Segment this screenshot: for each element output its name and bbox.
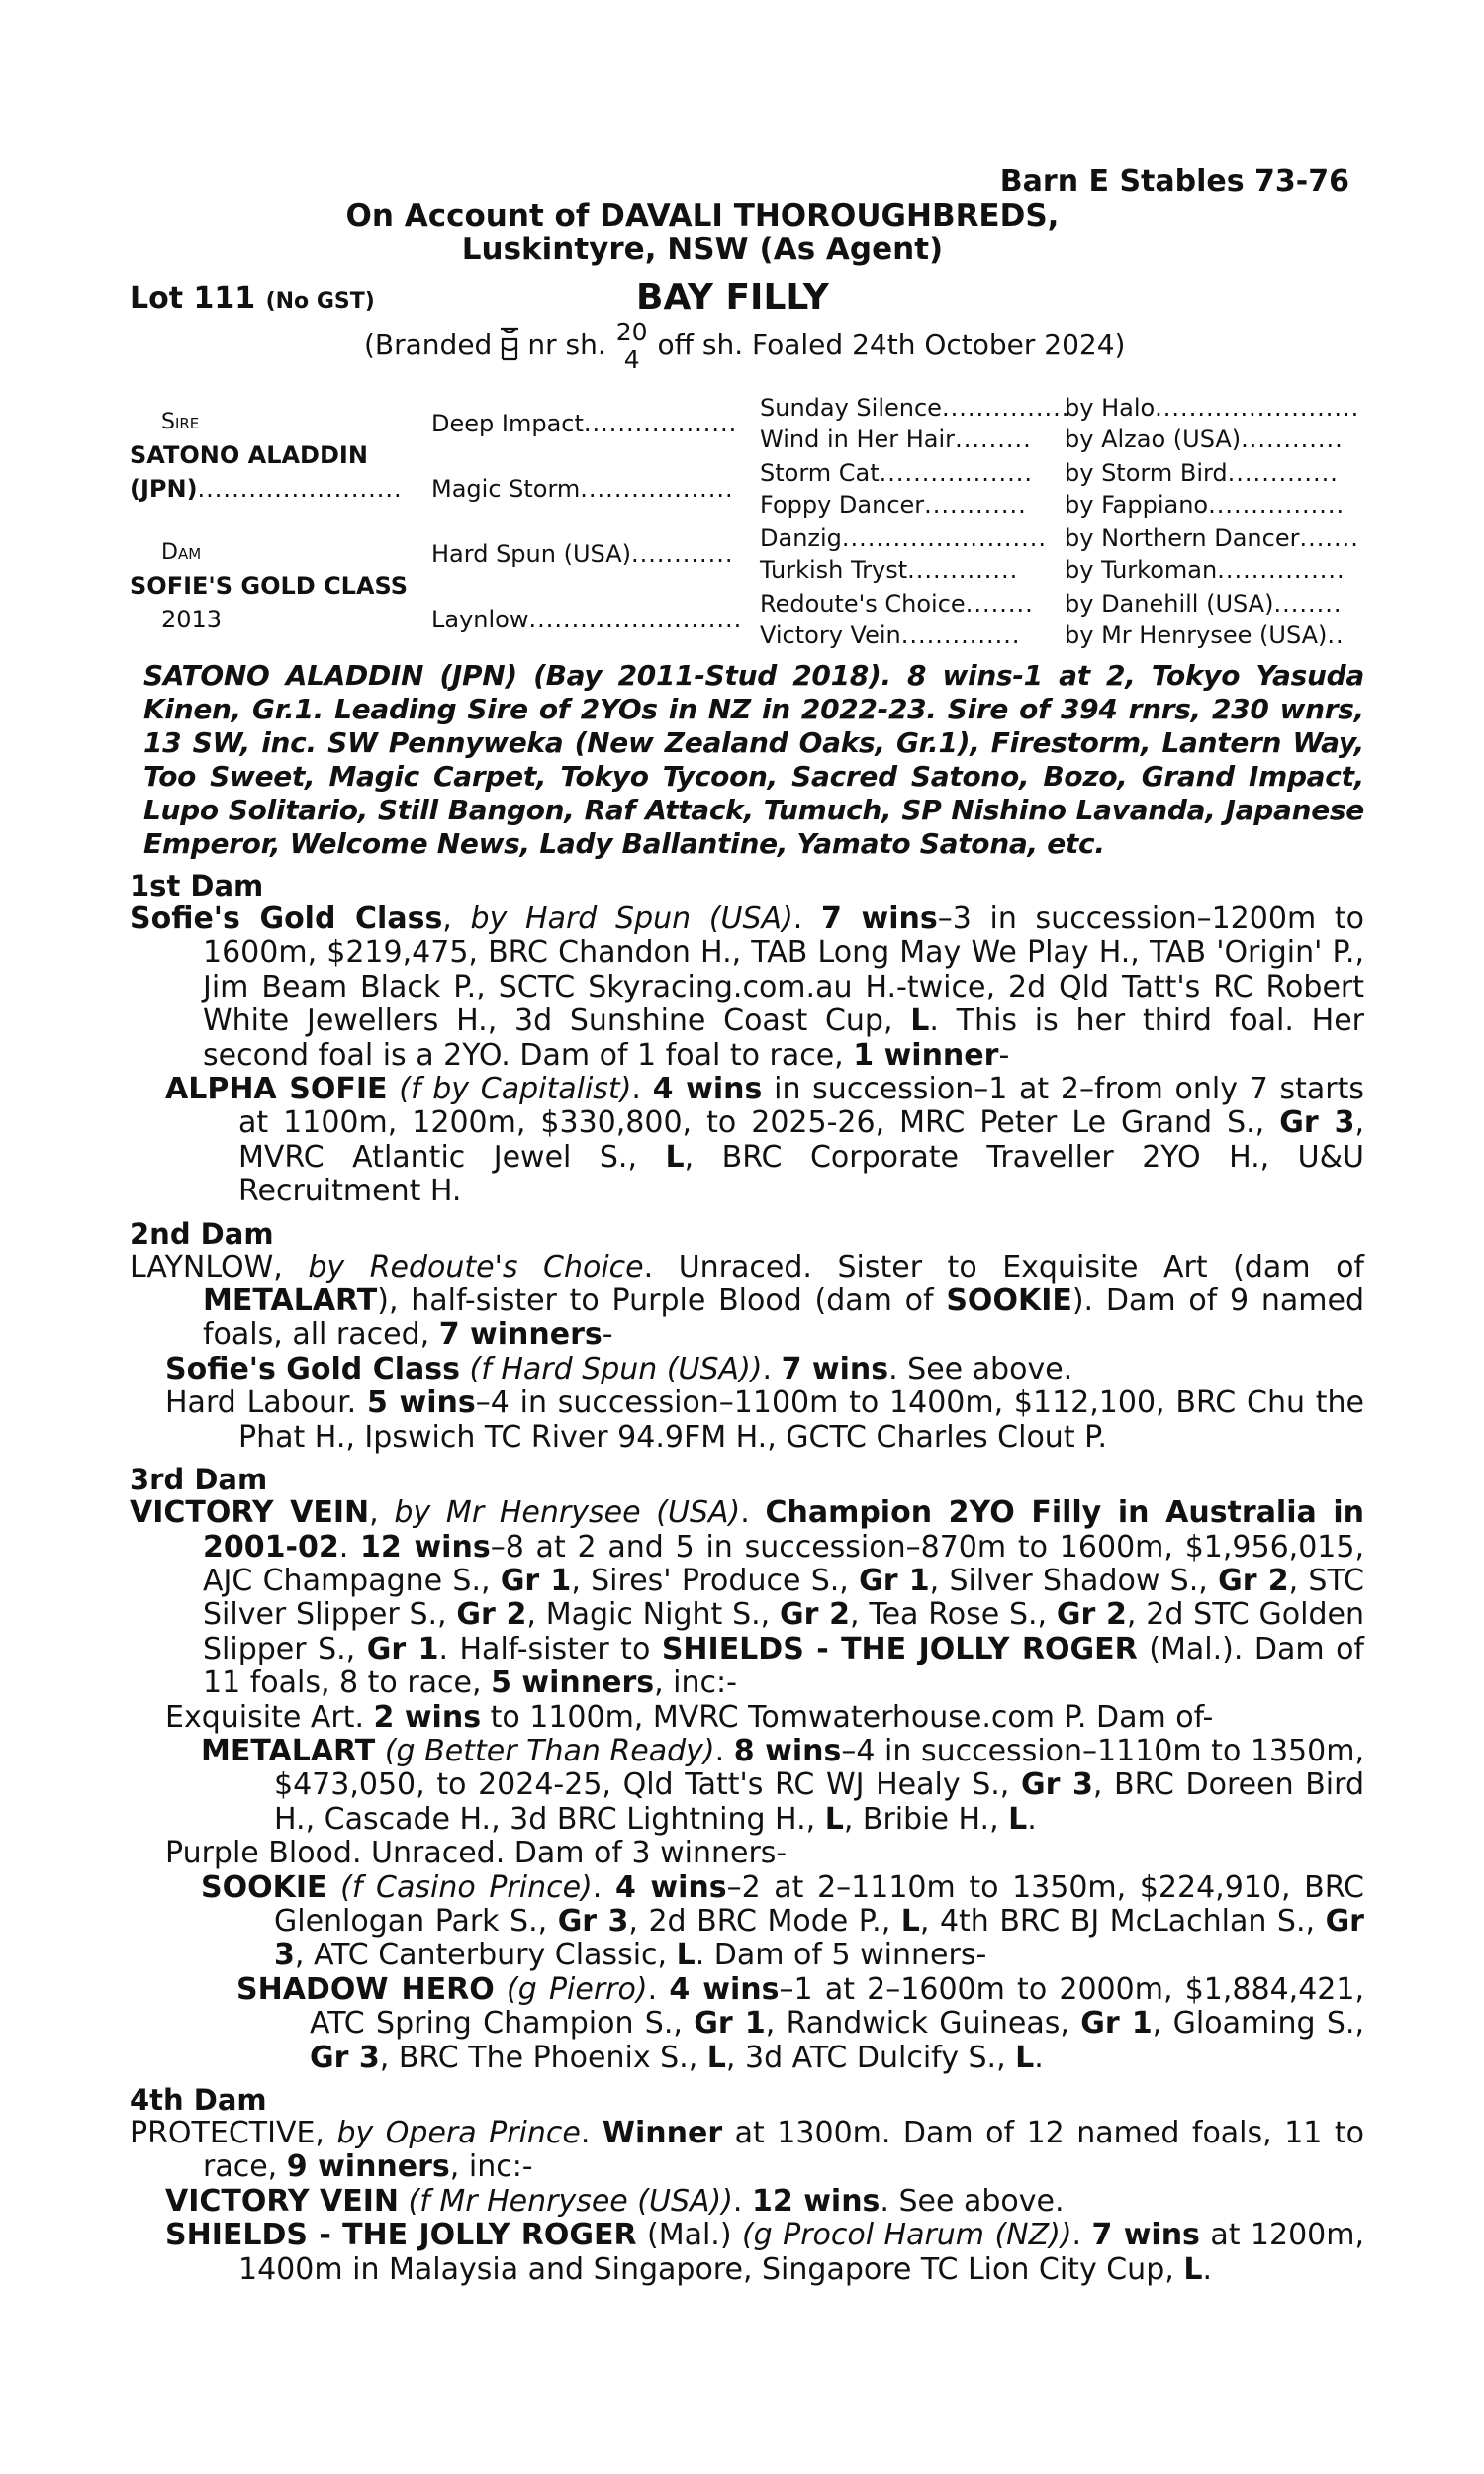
sire-origin: (JPN)........................ bbox=[130, 475, 403, 503]
entry-text-run: ), half-sister to Purple Blood (dam of bbox=[377, 1284, 947, 1319]
entry-text-run: , ATC Canterbury Classic, bbox=[294, 1938, 677, 1973]
entry-text-run: Gr 2 bbox=[1056, 1597, 1127, 1633]
pedigree-g4-8: by Mr Henrysee (USA).. bbox=[1065, 621, 1345, 649]
entry-text-run: 7 wins bbox=[1091, 2218, 1200, 2253]
entry-text-run: 9 winners bbox=[286, 2149, 450, 2185]
entry-text-run: Gr 2 bbox=[1218, 1563, 1289, 1598]
entry-text-run: , Silver Shadow S., bbox=[929, 1563, 1219, 1598]
pedigree-g3-8: Victory Vein.............. bbox=[760, 621, 1021, 649]
entry-text-run: . bbox=[338, 1529, 361, 1565]
entry-text-run: . bbox=[740, 1495, 766, 1531]
entry-text-run: . bbox=[647, 1971, 670, 2007]
entry-text-run: (f by Capitalist) bbox=[399, 1072, 632, 1107]
entry-text-run: 1 winner bbox=[853, 1037, 999, 1073]
sire-name: SATONO ALADDIN bbox=[130, 441, 368, 469]
entry-text-run: . bbox=[762, 1351, 782, 1386]
dam-section bbox=[130, 869, 1364, 1209]
entry-text-run: L bbox=[910, 1003, 930, 1039]
entry-text-run: by Opera Prince bbox=[336, 2116, 581, 2150]
entry-text-run: - bbox=[602, 1317, 613, 1353]
entry-text-run: Hard Labour. bbox=[165, 1385, 367, 1421]
entry-text-run: Gr 3 bbox=[557, 1903, 629, 1939]
entry-text-run: 7 wins bbox=[781, 1351, 889, 1386]
barn-location: Barn E Stables 73-76 bbox=[999, 164, 1349, 199]
entry-text-run: 12 wins bbox=[360, 1529, 491, 1565]
entry-text-run: –1 at 2–1600m to 2000m, $1,884,421, ATC Spring Champion S., bbox=[310, 1971, 1365, 2042]
sire-summary: SATONO ALADDIN (JPN) (Bay 2011-Stud 2018). 8 wins-1 at 2, Tokyo Yasuda Kinen, Gr.1. Leading Sire of 2YOs in NZ in 2022-23. Sire of 394 rnrs, 230 wnrs, 13 SW, inc. SW Pennyweka (New Zealand Oaks, Gr.1), Firestorm, Lantern Way, Too Sweet, Magic Carpet, Tokyo Tycoon, Sacred Satono, Bozo, Grand Impact, Lupo Solitario, Still Bangon, Raf Attack, Tumuch, SP Nishino Lavanda, Japanese Emperor, Welcome News, Lady Ballantine, Yamato Satona, etc. bbox=[143, 659, 1364, 860]
entry-text-run: , Randwick Guineas, bbox=[765, 2006, 1081, 2042]
pedigree-g2-sire-sire: Deep Impact.................. bbox=[431, 410, 738, 437]
entry-text-run: . bbox=[1202, 2251, 1212, 2287]
dam-sections bbox=[130, 869, 1364, 2287]
entry-text-run: , Magic Night S., bbox=[526, 1597, 780, 1633]
entry-text-run: Gr 3 bbox=[1279, 1105, 1355, 1141]
pedigree-g4-2: by Alzao (USA)............ bbox=[1065, 426, 1344, 453]
section-heading: 3rd Dam bbox=[130, 1463, 268, 1497]
entry-text-run: –4 in succession–1110m to 1350m, $473,050, to 2024-25, Qld Tatt's RC WJ Healy S., bbox=[274, 1733, 1364, 1803]
pedigree-entry bbox=[130, 1735, 1364, 1837]
entry-text-run: by Hard Spun (USA) bbox=[470, 902, 793, 936]
entry-text-run: . bbox=[1071, 2218, 1092, 2253]
entry-text-run: Exquisite Art. bbox=[165, 1699, 374, 1735]
pedigree-entry bbox=[130, 1837, 1364, 1870]
entry-text-run: , STC Silver Slipper S., bbox=[203, 1563, 1364, 1633]
brand-number-top: 20 bbox=[615, 318, 648, 346]
entry-text-run: . See above. bbox=[880, 2183, 1065, 2219]
entry-text-run: , 3d ATC Dulcify S., bbox=[725, 2040, 1016, 2075]
entry-text-run: by Mr Henrysee (USA) bbox=[394, 1495, 741, 1531]
pedigree-g3-3: Storm Cat.................. bbox=[760, 459, 1033, 487]
pedigree-entry bbox=[130, 1073, 1364, 1209]
entry-text-run: Gr 1 bbox=[366, 1631, 439, 1666]
pedigree-entry bbox=[130, 1701, 1364, 1735]
entry-text-run: L bbox=[676, 1938, 696, 1973]
vendor-line-2: Luskintyre, NSW (As Agent) bbox=[461, 232, 944, 267]
pedigree-g3-2: Wind in Her Hair......... bbox=[760, 426, 1032, 453]
entry-text-run bbox=[375, 1734, 385, 1768]
entry-text-run: 7 winners bbox=[438, 1317, 603, 1353]
entry-text-run: 8 wins bbox=[733, 1733, 842, 1768]
entry-text-run bbox=[495, 1972, 507, 2007]
entry-text-run: , 2d STC Golden Slipper S., bbox=[203, 1597, 1364, 1666]
entry-text-run: , 4th BRC BJ McLachlan S., bbox=[919, 1903, 1326, 1939]
entry-text-run: L bbox=[1008, 1801, 1028, 1837]
branded-near: nr sh. bbox=[527, 328, 606, 361]
entry-text-run: SHIELDS - THE JOLLY ROGER bbox=[661, 1631, 1138, 1666]
pedigree-entry bbox=[130, 1386, 1364, 1455]
entry-text-run: SHIELDS - THE JOLLY ROGER bbox=[165, 2218, 637, 2253]
entry-text-run: L bbox=[1183, 2251, 1203, 2287]
pedigree-entry bbox=[130, 2185, 1364, 2219]
entry-text-run: , Tea Rose S., bbox=[850, 1597, 1057, 1633]
pedigree-g4-4: by Fappiano................ bbox=[1065, 491, 1345, 519]
dam-year: 2013 bbox=[161, 606, 223, 633]
pedigree-g3-7: Redoute's Choice........ bbox=[760, 590, 1034, 618]
entry-text-run: in succession–1 at 2–from only 7 starts at 1100m, 1200m, $330,800, to 2025-26, MRC Peter Le Grand S., bbox=[238, 1072, 1365, 1141]
entry-text-run: , Sires' Produce S., bbox=[571, 1563, 860, 1598]
entry-text-run: Gr 2 bbox=[456, 1597, 527, 1633]
entry-text-run: . Dam of 5 winners- bbox=[695, 1938, 987, 1973]
brand-number-bottom: 4 bbox=[623, 345, 640, 374]
section-heading: 1st Dam bbox=[130, 869, 264, 903]
entry-text-run: , bbox=[442, 902, 471, 936]
entry-text-run: , inc:- bbox=[654, 1665, 737, 1701]
entry-text-run: 12 wins bbox=[752, 2183, 881, 2219]
pedigree-entry bbox=[130, 1353, 1364, 1386]
entry-text-run: ALPHA SOFIE bbox=[165, 1072, 388, 1107]
entry-text-run: , MVRC Atlantic Jewel S., bbox=[238, 1105, 1364, 1175]
entry-text-run: Winner bbox=[602, 2116, 723, 2150]
pedigree-entry bbox=[130, 903, 1364, 1073]
branded-prefix: (Branded bbox=[364, 328, 493, 361]
pedigree-g4-5: by Northern Dancer....... bbox=[1065, 524, 1359, 552]
pedigree-g4-6: by Turkoman............... bbox=[1065, 556, 1345, 584]
entry-text-run: (g Better Than Ready) bbox=[384, 1733, 715, 1768]
branded-off-foaled: off sh. Foaled 24th October 2024) bbox=[657, 328, 1126, 361]
entry-text-run: . This is her third foal. Her second foal is a 2YO. Dam of 1 foal to race, bbox=[203, 1003, 1364, 1073]
pedigree-entry bbox=[130, 1973, 1364, 2075]
pedigree-entry bbox=[130, 1871, 1364, 1973]
entry-text-run: Gr 1 bbox=[859, 1563, 930, 1598]
entry-text-run: . bbox=[1034, 2040, 1044, 2075]
entry-text-run: , 2d BRC Mode P., bbox=[628, 1903, 901, 1939]
entry-text-run: ). Dam of 9 named foals, all raced, bbox=[203, 1284, 1365, 1353]
entry-text-run: VICTORY VEIN bbox=[165, 2183, 399, 2219]
pedigree-bracket-lines bbox=[0, 0, 1484, 653]
entry-text-run bbox=[327, 1870, 341, 1905]
entry-text-run: Gr 1 bbox=[500, 1563, 572, 1598]
dam-name: SOFIE'S GOLD CLASS bbox=[130, 572, 409, 600]
entry-text-run: , BRC The Phoenix S., bbox=[379, 2040, 707, 2075]
pedigree-g3-1: Sunday Silence............... bbox=[760, 394, 1070, 422]
entry-text-run: METALART bbox=[201, 1733, 376, 1768]
entry-text-run: 4 wins bbox=[652, 1072, 763, 1107]
entry-text-run: . bbox=[732, 2183, 752, 2219]
section-heading: 2nd Dam bbox=[130, 1216, 274, 1251]
entry-text-run: L bbox=[665, 1139, 685, 1175]
entry-text-run: L bbox=[824, 1801, 844, 1837]
entry-text-run: (f Mr Henrysee (USA)) bbox=[408, 2183, 733, 2219]
pedigree-g3-5: Danzig........................ bbox=[760, 524, 1047, 552]
section-heading: 4th Dam bbox=[130, 2083, 267, 2117]
pedigree-g2-dam-dam: Laynlow......................... bbox=[431, 606, 743, 633]
entry-text-run: Sofie's Gold Class bbox=[130, 902, 443, 936]
entry-text-run: Gr 1 bbox=[1080, 2006, 1153, 2042]
entry-text-run: VICTORY VEIN bbox=[130, 1495, 370, 1531]
entry-text-run: METALART bbox=[203, 1284, 378, 1319]
dam-section bbox=[130, 1463, 1364, 2075]
pedigree-g4-3: by Storm Bird............. bbox=[1065, 459, 1339, 487]
sire-label: Sire bbox=[161, 410, 200, 434]
entry-text-run: (f Casino Prince) bbox=[340, 1869, 593, 1905]
entry-text-run bbox=[399, 2184, 409, 2219]
entry-text-run: , BRC Corporate Traveller 2YO H., U&U Recruitment H. bbox=[238, 1139, 1364, 1209]
entry-text-run: 2 wins bbox=[373, 1699, 482, 1735]
entry-text-run: Sofie's Gold Class bbox=[165, 1351, 460, 1386]
entry-text-run: –3 in succession–1200m to 1600m, $219,475, BRC Chandon H., TAB Long May We Play H., TAB 'Origin' P., Jim Beam Black P., SCTC Skyracing.com.au H.-twice, 2d Qld Tatt's RC Robert White Jewellers H., 3d Sunshine Coast Cup, bbox=[203, 902, 1364, 1039]
pedigree-g4-1: by Halo........................ bbox=[1065, 394, 1360, 422]
entry-text-run: L bbox=[900, 1903, 920, 1939]
entry-text-run: PROTECTIVE, bbox=[130, 2116, 337, 2150]
entry-text-run: 4 wins bbox=[669, 1971, 780, 2007]
entry-text-run: Champion 2YO Filly in Australia in 2001-02 bbox=[203, 1495, 1365, 1565]
catalogue-body bbox=[130, 659, 1364, 2287]
entry-text-run: (g Pierro) bbox=[506, 1971, 648, 2007]
gst-note: (No GST) bbox=[265, 289, 375, 314]
pedigree-g2-dam-sire: Hard Spun (USA)............ bbox=[431, 540, 734, 568]
entry-text-run: Gr 3 bbox=[310, 2040, 380, 2075]
pedigree-table bbox=[0, 0, 1484, 653]
dam-section bbox=[130, 2083, 1364, 2287]
entry-text-run: L bbox=[706, 2040, 726, 2075]
dam-label: Dam bbox=[161, 540, 202, 565]
entry-text-run: , Gloaming S., bbox=[1152, 2006, 1365, 2042]
entry-text-run: SOOKIE bbox=[946, 1284, 1072, 1319]
entry-text-run: (Mal.) bbox=[636, 2218, 742, 2253]
vendor-line-1: On Account of DAVALI THOROUGHBREDS, bbox=[345, 198, 1060, 234]
pedigree-g2-sire-dam: Magic Storm.................. bbox=[431, 475, 734, 503]
entry-text-run: Gr 3 bbox=[1020, 1767, 1093, 1803]
entry-text-run: . bbox=[592, 1869, 615, 1905]
pedigree-entry bbox=[130, 1496, 1364, 1700]
entry-text-run: . bbox=[792, 902, 822, 936]
entry-text-run: by Redoute's Choice bbox=[308, 1249, 644, 1285]
entry-text-run: , BRC Doreen Bird H., Cascade H., 3d BRC Lightning H., bbox=[274, 1767, 1364, 1837]
entry-text-run: SOOKIE bbox=[201, 1869, 327, 1905]
entry-text-run: (g Procol Harum (NZ)) bbox=[741, 2218, 1072, 2253]
entry-text-run: SHADOW HERO bbox=[236, 1971, 495, 2007]
dam-section bbox=[130, 1217, 1364, 1455]
entry-text-run: at 1200m, 1400m in Malaysia and Singapore, Singapore TC Lion City Cup, bbox=[238, 2218, 1365, 2287]
entry-text-run: 5 wins bbox=[366, 1385, 476, 1421]
entry-text-run: (Mal.). Dam of 11 foals, 8 to race, bbox=[203, 1631, 1364, 1701]
entry-text-run: , Bribie H., bbox=[843, 1801, 1009, 1837]
pedigree-entry bbox=[130, 2117, 1364, 2185]
pedigree-entry bbox=[130, 1251, 1364, 1353]
entry-text-run: . Half-sister to bbox=[438, 1631, 662, 1666]
entry-text-run: . bbox=[1027, 1801, 1037, 1837]
entry-text-run: . bbox=[631, 1072, 653, 1107]
entry-text-run bbox=[388, 1072, 400, 1106]
entry-text-run: . Unraced. Sister to Exquisite Art (dam of bbox=[643, 1249, 1364, 1285]
pedigree-g3-6: Turkish Tryst............. bbox=[760, 556, 1019, 584]
entry-text-run: –8 at 2 and 5 in succession–870m to 1600m, $1,956,015, AJC Champagne S., bbox=[203, 1529, 1364, 1598]
entry-text-run: (f Hard Spun (USA)) bbox=[469, 1351, 763, 1386]
entry-text-run: Purple Blood. Unraced. Dam of 3 winners- bbox=[165, 1836, 788, 1871]
entry-text-run: LAYNLOW, bbox=[130, 1249, 309, 1285]
entry-text-run: 7 wins bbox=[821, 902, 938, 936]
entry-text-run: - bbox=[998, 1037, 1010, 1073]
lot-label: Lot 111 bbox=[130, 281, 256, 316]
entry-text-run: at 1300m. Dam of 12 named foals, 11 to race, bbox=[203, 2116, 1364, 2185]
entry-text-run: . bbox=[714, 1733, 734, 1768]
entry-text-run: 4 wins bbox=[614, 1869, 727, 1905]
entry-text-run: Gr 2 bbox=[780, 1597, 851, 1633]
entry-text-run: . bbox=[580, 2116, 603, 2150]
entry-text-run: , bbox=[369, 1495, 395, 1531]
entry-text-run bbox=[460, 1352, 470, 1386]
pedigree-g4-7: by Danehill (USA)........ bbox=[1065, 590, 1343, 618]
entry-text-run: . See above. bbox=[888, 1351, 1073, 1386]
entry-text-run: –4 in succession–1100m to 1400m, $112,100, BRC Chu the Phat H., Ipswich TC River 94.9FM H., GCTC Charles Clout P. bbox=[238, 1385, 1364, 1455]
entry-text-run: , inc:- bbox=[449, 2149, 533, 2185]
pedigree-g3-4: Foppy Dancer............ bbox=[760, 491, 1027, 519]
entry-text-run: 5 winners bbox=[491, 1665, 655, 1701]
entry-text-run: Gr 1 bbox=[694, 2006, 766, 2042]
horse-description: BAY FILLY bbox=[636, 277, 829, 318]
entry-text-run: L bbox=[1015, 2040, 1035, 2075]
pedigree-entry bbox=[130, 2219, 1364, 2287]
entry-text-run: Gr 3 bbox=[274, 1903, 1364, 1973]
entry-text-run: –2 at 2–1110m to 1350m, $224,910, BRC Glenlogan Park S., bbox=[274, 1869, 1365, 1939]
entry-text-run: to 1100m, MVRC Tomwaterhouse.com P. Dam of- bbox=[481, 1699, 1214, 1735]
